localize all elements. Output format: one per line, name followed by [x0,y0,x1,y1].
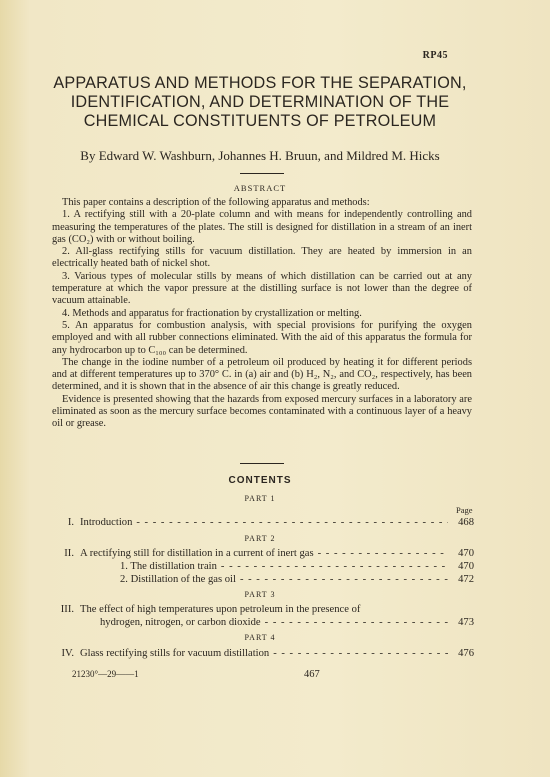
toc-text: The effect of high temperatures upon petroleum in the presence of [80,604,361,615]
part-label: PART 1 [244,494,276,503]
toc-page: 476 [458,648,474,659]
toc-page: 470 [458,561,474,572]
toc-entry[interactable] [50,604,474,615]
divider [240,463,284,464]
report-number: RP45 [422,50,448,61]
toc-entry[interactable] [50,648,474,659]
abstract-paragraph: 4. Methods and apparatus for fractionation by crystallization or melting. [62,307,362,319]
abstract-paragraph: Evidence is presented showing that the hazards from exposed mercury surfaces in a laboratory are eliminated as soon as the mercury surface becomes contaminated with a continuous layer of a heavy oil or grease. [52,393,472,430]
authors: By Edward W. Washburn, Johannes H. Bruun, and Mildred M. Hicks [80,148,440,163]
footer-code: 21230°—29——1 [72,669,139,679]
abstract-paragraph: 5. An apparatus for combustion analysis, with special provisions for purifying the oxygen employed and with all rubber connections eliminated. With the aid of this apparatus the formula for any hydrocarbon up to C₁₀₀ can be determined. [52,319,472,356]
divider [240,173,284,174]
toc-entry[interactable] [50,548,474,559]
toc-entry[interactable] [50,574,474,585]
abstract-paragraph: This paper contains a description of the following apparatus and methods: [62,197,370,208]
leader-dots [221,561,448,572]
abstract-paragraph: 2. All-glass rectifying stills for vacuum distillation. They are heated by immersion in an electrically heated bath of nickel shot. [52,246,472,270]
toc-entry[interactable] [50,561,474,572]
leader-dots [240,574,448,585]
toc-page: 468 [458,517,474,528]
abstract-body [52,197,472,431]
toc-page: 470 [458,548,474,559]
page-number: 467 [304,669,320,680]
part-label: PART 4 [244,633,276,642]
toc-text: Introduction [80,517,133,528]
toc-number: I. [67,517,74,528]
abstract-heading: ABSTRACT [233,183,287,193]
abstract-paragraph: 3. Various types of molecular stills by means of which distillation can be carried out at any temperature at which the vapor pressure at the distilling surface is not lower than the degree of vacuum attainable. [52,270,472,307]
part-label: PART 2 [244,534,276,543]
toc-page: 472 [458,574,474,585]
leader-dots [265,617,448,628]
part-label: PART 3 [244,590,276,599]
abstract-paragraph: The change in the iodine number of a petroleum oil produced by heating it for different periods and at different temperatures up to 370° C. in (a) air and (b) H₂, N₂, and CO₂, respectively, has been determined, and it is shown that in the absence of air this change is greatly reduced. [52,356,472,393]
toc-text: hydrogen, nitrogen, or carbon dioxide [100,617,261,628]
toc-page: 473 [458,617,474,628]
toc-number: IV. [61,648,74,659]
toc-entry[interactable] [50,517,474,528]
toc-text: 1. The distillation train [120,561,217,572]
leader-dots [136,517,448,528]
toc-text: 2. Distillation of the gas oil [120,574,236,585]
title-line: CHEMICAL CONSTITUENTS OF PETROLEUM [83,112,437,130]
leader-dots [318,548,448,559]
toc-text: Glass rectifying stills for vacuum distillation [80,648,270,659]
toc-text: A rectifying still for distillation in a current of inert gas [80,548,314,559]
page-column-label: Page [456,505,473,515]
toc-number: II. [64,548,74,559]
contents-heading: CONTENTS [228,475,292,486]
toc-number: III. [60,604,74,615]
toc-entry[interactable] [50,617,474,628]
title-line: APPARATUS AND METHODS FOR THE SEPARATION, [53,74,467,92]
abstract-paragraph: 1. A rectifying still with a 20-plate column and with means for independently controlling and measuring the temperatures of the plates. The still is designed for distillation in a stream of an inert gas (CO₂) with or without boiling. [52,209,472,245]
paper-title [40,74,480,131]
leader-dots [273,648,448,659]
title-line: IDENTIFICATION, AND DETERMINATION OF THE [70,93,450,111]
